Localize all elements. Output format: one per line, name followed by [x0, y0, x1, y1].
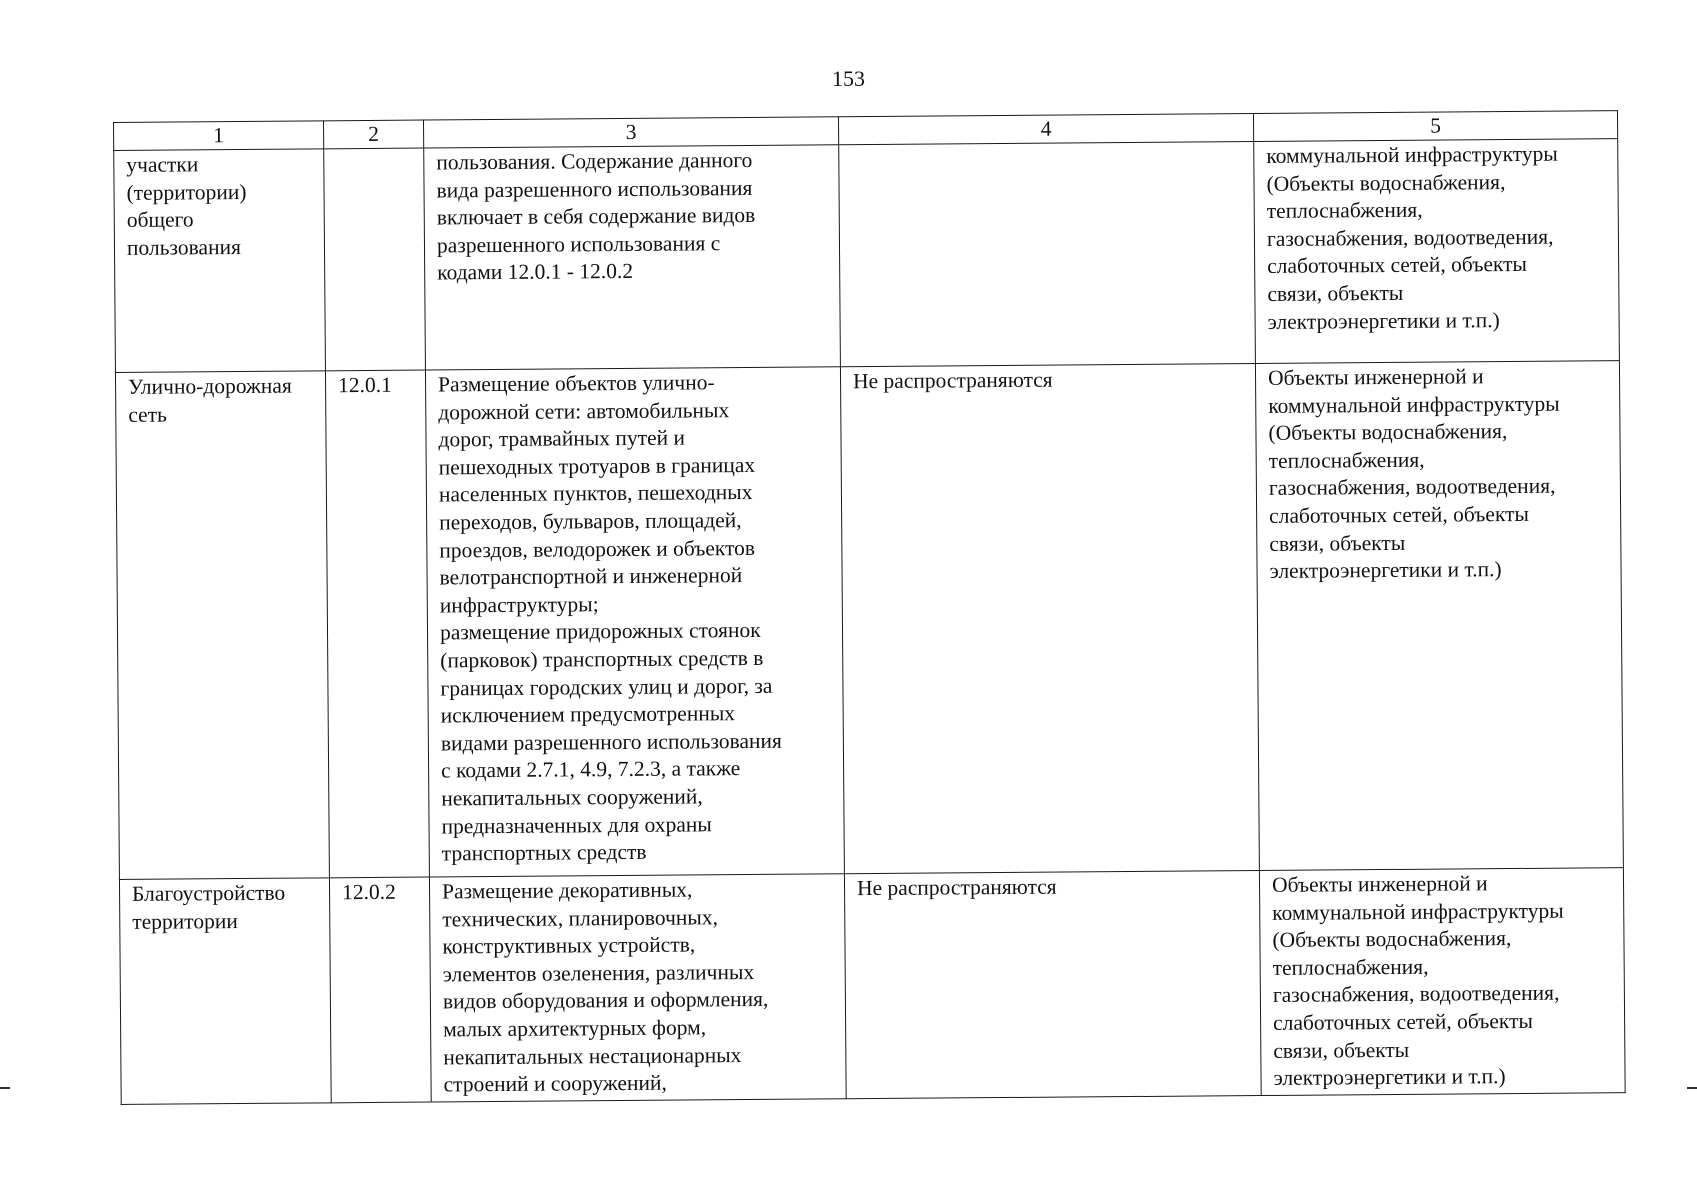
- right-edge-mark: [1687, 1087, 1697, 1089]
- text-line: разрешенного использования с: [436, 231, 721, 258]
- cell-description: [429, 874, 846, 1102]
- text-line: включает в себя содержание видов: [436, 203, 756, 230]
- text-line: дорожной сети: автомобильных: [438, 397, 730, 425]
- header-col-1: 1: [114, 121, 324, 151]
- text-line: коммунальной инфраструктуры: [1268, 391, 1560, 418]
- text-line: кодами 12.0.1 - 12.0.2: [437, 259, 634, 285]
- text-line: исключением предусмотренных: [440, 701, 736, 728]
- cell-column4: Не распространяются: [844, 871, 1261, 1099]
- text-line: (территории): [126, 179, 247, 205]
- cell-column5: [1255, 361, 1623, 871]
- text-line: элементов озеленения, различных: [442, 959, 755, 987]
- text-line: теплоснабжения,: [1266, 197, 1423, 224]
- text-line: с кодами 2.7.1, 4.9, 7.2.3, а также: [441, 756, 741, 783]
- text-line: малых архитектурных форм,: [443, 1015, 707, 1042]
- text-line: теплоснабжения,: [1272, 954, 1429, 980]
- text-line: Размещение декоративных,: [441, 877, 693, 904]
- text-line: газоснабжения, водоотведения,: [1266, 224, 1554, 251]
- text-line: газоснабжения, водоотведения,: [1268, 474, 1556, 501]
- cell-code: [324, 148, 426, 371]
- text-line: слаботочных сетей, объекты: [1267, 252, 1528, 279]
- text-line: связи, объекты: [1269, 530, 1406, 556]
- text-line: (Объекты водоснабжения,: [1272, 926, 1512, 953]
- text-line: технических, планировочных,: [442, 904, 719, 932]
- text-line: дорог, трамвайных путей и: [438, 425, 686, 452]
- text-line: границах городских улиц и дорог, за: [440, 673, 773, 700]
- text-line: строений и сооружений,: [443, 1070, 667, 1097]
- text-line: общего: [126, 207, 194, 233]
- text-line: (Объекты водоснабжения,: [1266, 169, 1506, 196]
- text-line: Благоустройство: [131, 880, 286, 906]
- text-line: коммунальной инфраструктуры: [1272, 898, 1564, 925]
- cell-column5: [1259, 868, 1625, 1096]
- text-line: связи, объекты: [1273, 1037, 1410, 1063]
- text-line: Объекты инженерной и: [1271, 871, 1488, 897]
- cell-name: [119, 878, 331, 1104]
- text-line: теплоснабжения,: [1268, 447, 1425, 473]
- text-line: (Объекты водоснабжения,: [1268, 419, 1508, 446]
- text-line: транспортных средств: [441, 839, 647, 866]
- cell-column5: [1254, 139, 1620, 364]
- header-col-3: 3: [423, 117, 838, 148]
- cell-code: 12.0.1: [325, 370, 429, 878]
- text-line: Улично-дорожная: [127, 373, 292, 399]
- text-line: вида разрешенного использования: [436, 175, 753, 203]
- header-col-2: 2: [323, 120, 423, 149]
- text-line: участки: [126, 152, 199, 177]
- text-line: Объекты инженерной и: [1267, 364, 1484, 390]
- text-line: сеть: [128, 402, 167, 427]
- text-line: пользования: [126, 234, 242, 260]
- text-line: электроэнергетики и т.п.): [1267, 307, 1500, 334]
- text-line: некапитальных нестационарных: [443, 1042, 742, 1069]
- text-line: связи, объекты: [1267, 280, 1404, 306]
- cell-code: 12.0.2: [329, 877, 431, 1103]
- land-use-table: [113, 110, 1626, 1105]
- table-row: [115, 361, 1623, 880]
- text-line: проездов, велодорожек и объектов: [439, 535, 756, 563]
- page-number: 153: [832, 66, 865, 91]
- text-line: населенных пунктов, пешеходных: [438, 480, 753, 507]
- cell-description: [425, 367, 844, 877]
- table-row: [114, 139, 1620, 373]
- text-line: размещение придорожных стоянок: [439, 618, 761, 645]
- text-line: Размещение объектов улично-: [437, 370, 715, 397]
- cell-column4: Не распространяются: [840, 364, 1259, 874]
- text-line: слаботочных сетей, объекты: [1269, 501, 1529, 528]
- text-line: конструктивных устройств,: [442, 932, 696, 959]
- text-line: электроэнергетики и т.п.): [1269, 557, 1502, 584]
- text-line: слаботочных сетей, объекты: [1273, 1008, 1533, 1035]
- left-edge-mark: [0, 1087, 10, 1089]
- text-line: переходов, бульваров, площадей,: [439, 508, 742, 535]
- text-line: территории: [132, 908, 238, 934]
- cell-name: [115, 371, 329, 880]
- cell-column4: [839, 142, 1256, 367]
- text-line: предназначенных для охраны: [441, 811, 712, 838]
- header-col-5: 5: [1253, 111, 1617, 142]
- text-line: коммунальной инфраструктуры: [1266, 141, 1558, 168]
- header-col-4: 4: [838, 114, 1253, 145]
- text-line: газоснабжения, водоотведения,: [1272, 981, 1560, 1008]
- table-row: [119, 868, 1625, 1105]
- text-line: электроэнергетики и т.п.): [1273, 1064, 1506, 1091]
- text-line: велотранспортной и инженерной: [439, 563, 743, 590]
- text-line: (парковок) транспортных средств в: [440, 645, 764, 673]
- text-line: пользования. Содержание данного: [436, 147, 753, 175]
- text-line: некапитальных сооружений,: [441, 784, 703, 811]
- cell-name: [114, 149, 326, 373]
- cell-description: [424, 145, 841, 370]
- text-line: пешеходных тротуаров в границах: [438, 452, 756, 480]
- text-line: видов оборудования и оформления,: [442, 987, 769, 1014]
- text-line: инфраструктуры;: [439, 591, 599, 618]
- text-line: видами разрешенного использования: [440, 728, 782, 756]
